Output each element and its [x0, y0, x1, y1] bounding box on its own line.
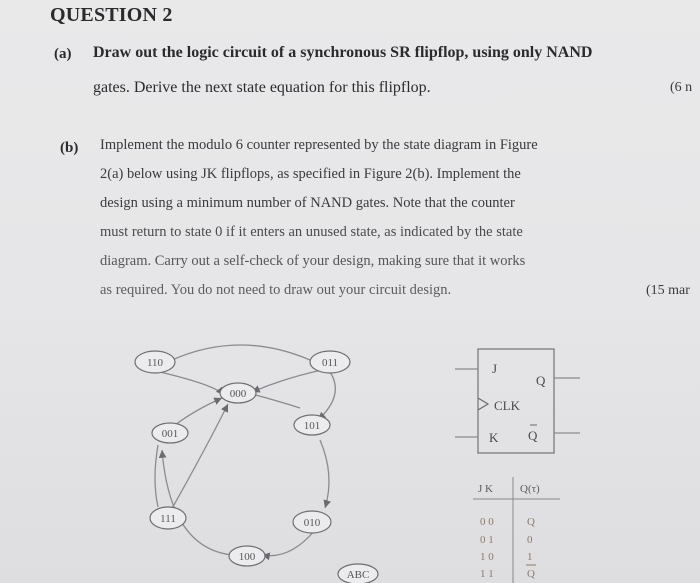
tt-header-q: Q(τ)	[520, 483, 540, 495]
arc-101-010	[320, 440, 329, 508]
part-b-marks: (15 mar	[646, 283, 690, 298]
state-label-101: 101	[303, 420, 321, 432]
tt-row-jk: 0 1	[480, 534, 494, 546]
ff-k-label: K	[489, 430, 499, 445]
jk-flipflop	[455, 349, 580, 453]
state-label-abc: ABC	[346, 569, 370, 581]
arc-111-001	[155, 445, 158, 507]
arc-001-000	[175, 398, 222, 425]
arc-110-011	[172, 345, 310, 360]
state-label-010: 010	[303, 517, 321, 529]
jk-truth-table	[473, 477, 560, 583]
state-label-100: 100	[238, 551, 256, 563]
state-label-110: 110	[146, 357, 164, 369]
clock-triangle-icon	[478, 398, 488, 410]
state-label-011: 011	[321, 357, 339, 369]
part-b-line-1: Implement the modulo 6 counter represented by the state diagram in Figure	[100, 137, 538, 153]
part-b-line-5: diagram. Carry out a self-check of your design, making sure that it works	[100, 253, 526, 269]
part-b-line-4: must return to state 0 if it enters an unused state, as indicated by the state	[100, 224, 523, 240]
ff-q-label: Q	[536, 373, 546, 388]
part-a-label: (a)	[54, 46, 72, 62]
tt-row-jk: 1 0	[480, 551, 494, 563]
tt-row-q: 1	[527, 551, 533, 563]
ff-clk-label: CLK	[494, 398, 520, 413]
part-b-label: (b)	[60, 140, 79, 156]
part-b-line-2: 2(a) below using JK flipflops, as specified in Figure 2(b). Implement the	[100, 166, 521, 182]
part-a-marks: (6 n	[670, 80, 693, 95]
arc-011-101	[318, 372, 335, 420]
arc-110-000	[160, 372, 224, 395]
part-a-line-1: Draw out the logic circuit of a synchronous SR flipflop, using only NAND	[93, 44, 593, 61]
part-a-line-2: gates. Derive the next state equation for this flipflop.	[93, 79, 431, 96]
part-b-line-6: as required. You do not need to draw out your circuit design.	[100, 282, 452, 298]
state-label-111: 111	[160, 513, 176, 525]
tt-row-jk: 0 0	[480, 516, 494, 528]
state-label-000: 000	[229, 388, 247, 400]
ff-qbar-label: Q	[528, 428, 538, 443]
arc-010-100	[262, 530, 315, 556]
arc-111-000	[170, 404, 228, 512]
tt-row-q: 0	[527, 534, 533, 546]
part-b-line-3: design using a minimum number of NAND gates. Note that the counter	[100, 195, 515, 211]
arc-100-001	[162, 450, 232, 555]
tt-row-q: Q	[527, 568, 535, 580]
tt-header-jk: J K	[478, 483, 493, 495]
state-label-001: 001	[161, 428, 179, 440]
arc-011-000	[252, 370, 322, 392]
tt-row-jk: 1 1	[480, 568, 494, 580]
tt-row-q: Q	[527, 516, 535, 528]
question-title: QUESTION 2	[50, 4, 173, 26]
ff-j-label: J	[492, 361, 498, 376]
